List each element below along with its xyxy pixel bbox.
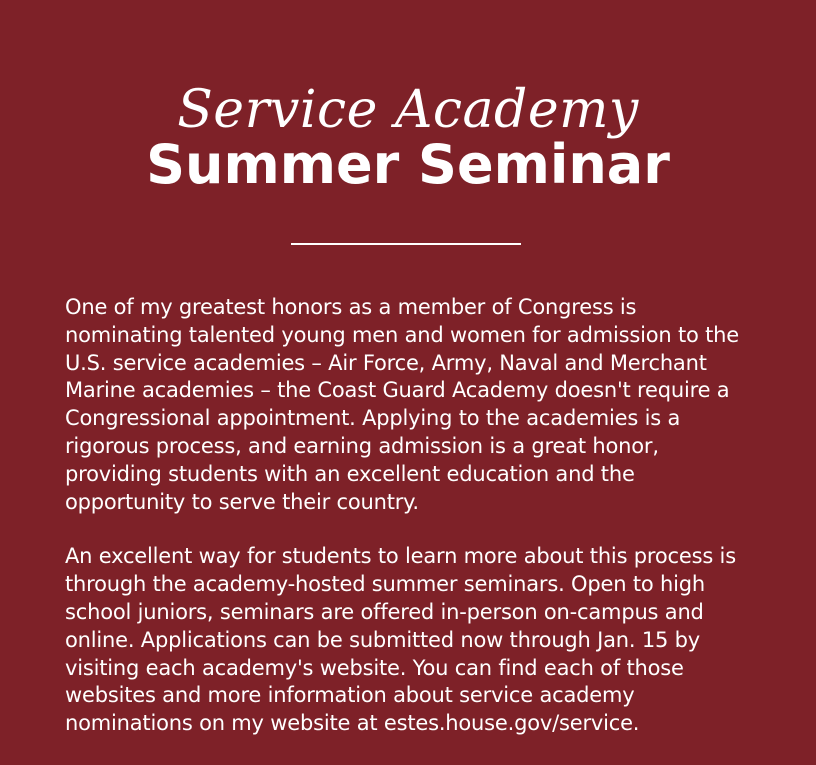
intro-paragraph: One of my greatest honors as a member of Congress is nominating talented young men and women for admission to the U.S. service academies – Air Force, Army, Naval and Merchant Marine academies – the Coast Guard Academy doesn't require a Congressional appointment. Applying to the academies is a rigorous process, and earning admission is a great honor, providing students with an excellent education and the opportunity to serve their country. — [65, 295, 739, 514]
seminar-paragraph: An excellent way for students to learn more about this process is through the academy-hosted summer seminars. Open to high school juniors, seminars are offered in-person on-campus and online. Applications can be submitted now through Jan. 15 by visiting each academy's website. You can find each of those websites and more information about service academy nominations on my website at estes.house.gov/service. — [65, 544, 736, 736]
body-content — [65, 294, 745, 765]
page-title-bold: Summer Seminar — [146, 133, 670, 196]
page-header — [0, 80, 816, 194]
title-divider — [291, 243, 521, 245]
page-title-script: Service Academy — [177, 80, 639, 140]
